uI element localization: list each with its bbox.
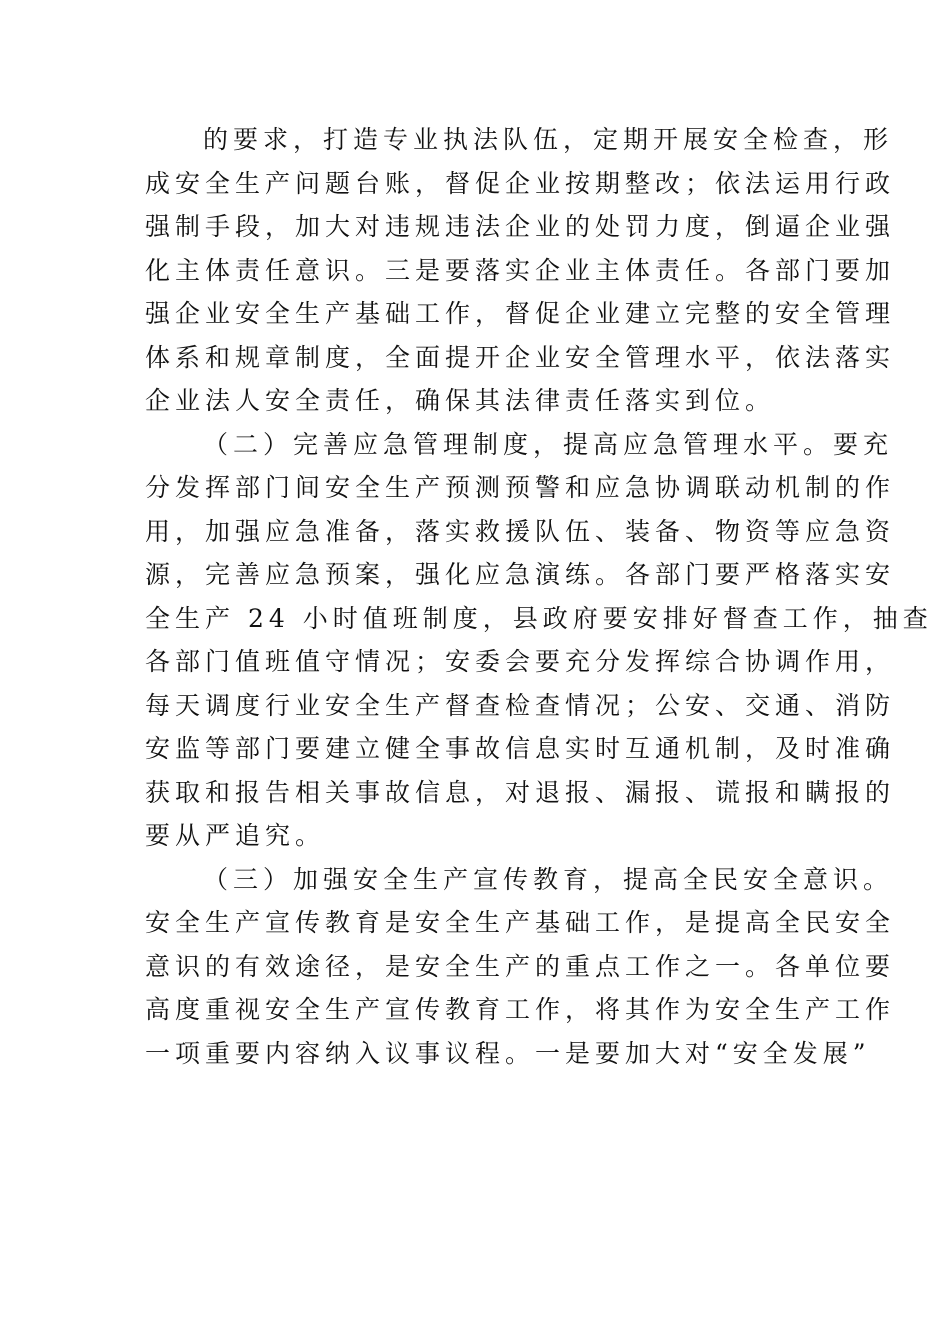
text-line: 成安全生产问题台账，督促企业按期整改；依法运用行政 bbox=[145, 168, 896, 198]
text-line: 企业法人安全责任，确保其法律责任落实到位。 bbox=[145, 386, 776, 415]
text-line: 安监等部门要建立健全事故信息实时互通机制，及时准确 bbox=[145, 734, 896, 763]
text-line: 每天调度行业安全生产督查检查情况；公安、交通、消防 bbox=[145, 690, 896, 720]
document-body bbox=[145, 118, 933, 1075]
text-line: 化主体责任意识。三是要落实企业主体责任。各部门要加 bbox=[145, 255, 896, 285]
text-line: 各部门值班值守情况；安委会要充分发挥综合协调作用， bbox=[145, 647, 896, 676]
text-line: 获取和报告相关事故信息，对退报、漏报、谎报和瞒报的 bbox=[145, 777, 896, 807]
text-line: 要从严追究。 bbox=[145, 821, 326, 850]
text-line: 的要求，打造专业执法队伍，定期开展安全检查，形 bbox=[203, 125, 894, 154]
text-line: 全生产 24 小时值班制度，县政府要安排好督查工作，抽查 bbox=[145, 603, 933, 633]
section-heading-line: （二）完善应急管理制度，提高应急管理水平。要充 bbox=[203, 429, 894, 459]
text-line: 意识的有效途径，是安全生产的重点工作之一。各单位要 bbox=[145, 951, 896, 981]
text-line: 安全生产宣传教育是安全生产基础工作，是提高全民安全 bbox=[145, 908, 896, 937]
text-line: 体系和规章制度，全面提开企业安全管理水平，依法落实 bbox=[145, 342, 896, 372]
text-line: 强企业安全生产基础工作，督促企业建立完整的安全管理 bbox=[145, 299, 896, 328]
text-line: 用，加强应急准备，落实救援队伍、装备、物资等应急资 bbox=[145, 516, 896, 546]
text-line: 高度重视安全生产宣传教育工作，将其作为安全生产工作 bbox=[145, 995, 896, 1024]
text-line: 源，完善应急预案，强化应急演练。各部门要严格落实安 bbox=[145, 560, 896, 589]
section-heading-line: （三）加强安全生产宣传教育，提高全民安全意识。 bbox=[203, 864, 894, 894]
text-line: 一项重要内容纳入议事议程。一是要加大对“安全发展” bbox=[145, 1038, 871, 1068]
text-line: 分发挥部门间安全生产预测预警和应急协调联动机制的作 bbox=[145, 473, 896, 502]
text-line: 强制手段，加大对违规违法企业的处罚力度，倒逼企业强 bbox=[145, 212, 896, 241]
